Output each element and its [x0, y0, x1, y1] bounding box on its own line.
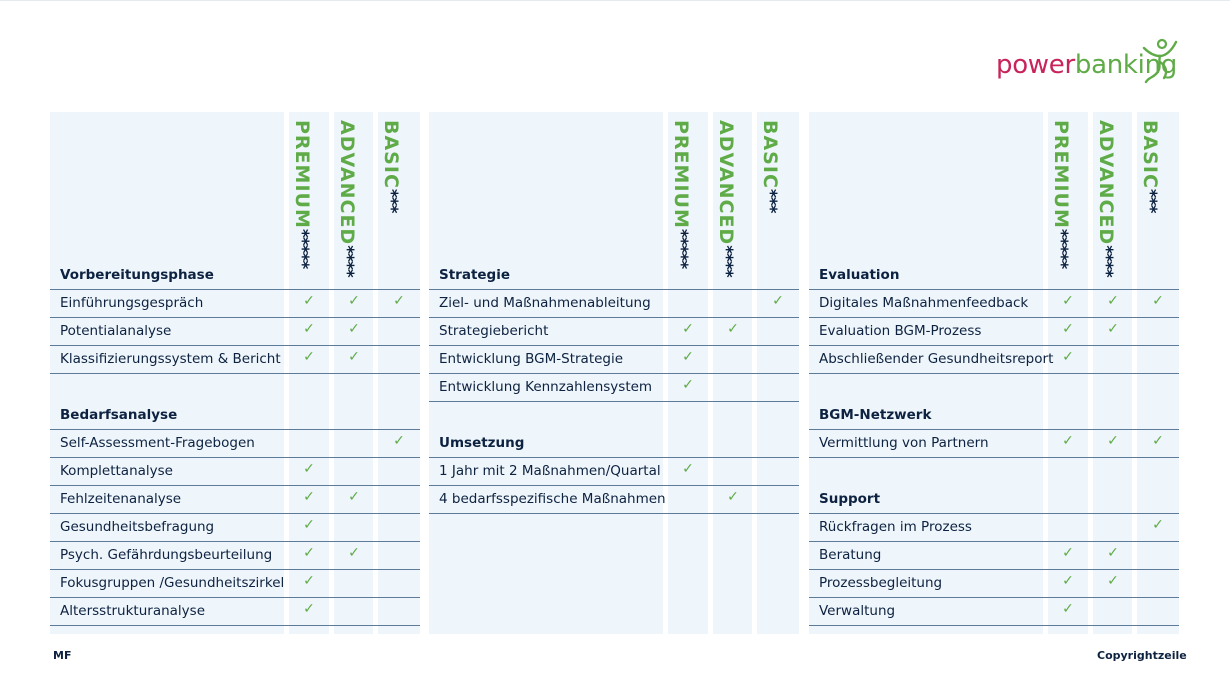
section-heading-label: Bedarfsanalyse: [60, 407, 178, 423]
check-icon: ✓: [348, 321, 360, 337]
tier-header-advanced: [1095, 120, 1137, 277]
row-label: Evaluation BGM-Prozess: [819, 323, 982, 339]
table-row: [50, 569, 420, 598]
tier-header-text: [382, 120, 400, 213]
tier-header-text: [1097, 120, 1115, 277]
section-heading-label: Vorbereitungsphase: [60, 267, 214, 283]
check-icon: ✓: [303, 573, 315, 589]
table-row: [809, 541, 1179, 570]
tier-stars: ***: [381, 188, 401, 213]
table-row: [809, 289, 1179, 318]
section-heading-label: Strategie: [439, 267, 511, 283]
row-label: Entwicklung BGM-Strategie: [439, 351, 624, 367]
check-icon: ✓: [393, 433, 405, 449]
check-icon: ✓: [348, 293, 360, 309]
section-heading: [809, 401, 1179, 430]
table-row: [809, 345, 1179, 374]
services-table-column-1: [50, 112, 420, 634]
row-label: Potentialanalyse: [60, 323, 172, 339]
check-icon: ✓: [1062, 545, 1074, 561]
check-icon: ✓: [1152, 433, 1164, 449]
table-row: [50, 485, 420, 514]
tier-name: BASIC: [759, 120, 781, 189]
row-label: Beratung: [819, 547, 882, 563]
check-icon: ✓: [303, 293, 315, 309]
row-label: Verwaltung: [819, 603, 896, 619]
row-label: Ziel- und Maßnahmenableitung: [439, 295, 651, 311]
table-row: [429, 373, 799, 402]
tier-header-text: [717, 120, 735, 277]
check-icon: ✓: [682, 349, 694, 365]
check-icon: ✓: [1062, 321, 1074, 337]
tier-name: PREMIUM: [670, 120, 692, 229]
tier-name: ADVANCED: [715, 120, 737, 246]
check-icon: ✓: [1107, 573, 1119, 589]
check-icon: ✓: [1062, 349, 1074, 365]
check-icon: ✓: [682, 321, 694, 337]
table-row: [429, 345, 799, 374]
tier-stars: ***: [760, 188, 780, 213]
row-label: Digitales Maßnahmenfeedback: [819, 295, 1029, 311]
tier-header-text: [293, 120, 311, 268]
tier-name: BASIC: [1139, 120, 1161, 189]
jumping-figure-icon: [1140, 38, 1180, 86]
tier-stars: ****: [716, 245, 736, 277]
powerbanking-logo: [996, 38, 1186, 90]
check-icon: ✓: [1152, 293, 1164, 309]
check-icon: ✓: [348, 545, 360, 561]
table-row: [50, 345, 420, 374]
check-icon: ✓: [1107, 293, 1119, 309]
row-label: Fokusgruppen /Gesundheitszirkel: [60, 575, 285, 591]
tier-stars: *****: [671, 228, 691, 269]
row-label: 4 bedarfsspezifische Maßnahmen: [439, 491, 666, 507]
check-icon: ✓: [348, 349, 360, 365]
tier-name: PREMIUM: [291, 120, 313, 229]
section-heading: [809, 485, 1179, 514]
section-heading: [50, 261, 420, 290]
section-heading: [809, 261, 1179, 290]
section-heading-label: Umsetzung: [439, 435, 525, 451]
section-heading-label: Support: [819, 491, 881, 507]
tier-header-text: [672, 120, 690, 268]
tier-name: BASIC: [380, 120, 402, 189]
check-icon: ✓: [1062, 573, 1074, 589]
logo-wordmark-part2: banking: [1074, 50, 1177, 80]
table-row: [809, 597, 1179, 626]
check-icon: ✓: [682, 461, 694, 477]
tier-stars: *****: [292, 228, 312, 269]
tier-stars: ****: [1096, 245, 1116, 277]
check-icon: ✓: [303, 349, 315, 365]
services-table-column-2: [429, 112, 799, 634]
tier-header-premium: [293, 120, 333, 270]
section-heading-label: Evaluation: [819, 267, 900, 283]
check-icon: ✓: [303, 517, 315, 533]
row-label: Altersstrukturanalyse: [60, 603, 205, 619]
row-label: Prozessbegleitung: [819, 575, 943, 591]
row-label: Gesundheitsbefragung: [60, 519, 215, 535]
logo-wordmark-part1: power: [996, 50, 1075, 80]
section-heading-label: BGM-Netzwerk: [819, 407, 932, 423]
row-label: Strategiebericht: [439, 323, 549, 339]
check-icon: ✓: [303, 489, 315, 505]
table-row: [50, 289, 420, 318]
check-icon: ✓: [303, 601, 315, 617]
table-row: [429, 317, 799, 346]
tier-header-basic: [761, 120, 801, 270]
footer-left-text: MF: [53, 649, 72, 662]
check-icon: ✓: [1062, 293, 1074, 309]
section-heading: [429, 429, 799, 458]
tier-header-advanced: [715, 120, 757, 277]
check-icon: ✓: [1107, 545, 1119, 561]
tier-stars: *****: [1051, 228, 1071, 269]
table-row: [809, 513, 1179, 542]
tier-header-premium: [672, 120, 712, 270]
table-row: [809, 429, 1179, 458]
table-row: [429, 289, 799, 318]
tier-header-advanced: [336, 120, 378, 277]
row-label: Vermittlung von Partnern: [819, 435, 989, 451]
tier-name: PREMIUM: [1050, 120, 1072, 229]
tier-header-text: [338, 120, 356, 277]
table-row: [50, 317, 420, 346]
footer-copyright-text: Copyrightzeile: [1097, 649, 1187, 662]
row-label: Entwicklung Kennzahlensystem: [439, 379, 653, 395]
table-row: [50, 513, 420, 542]
check-icon: ✓: [682, 377, 694, 393]
check-icon: ✓: [348, 489, 360, 505]
row-label: Psych. Gefährdungsbeurteilung: [60, 547, 273, 563]
check-icon: ✓: [727, 489, 739, 505]
tier-header-basic: [1141, 120, 1181, 270]
top-divider: [0, 0, 1230, 1]
row-label: Fehlzeitenanalyse: [60, 491, 182, 507]
tier-header-text: [761, 120, 779, 213]
section-heading: [429, 261, 799, 290]
table-row: [809, 317, 1179, 346]
check-icon: ✓: [303, 321, 315, 337]
check-icon: ✓: [303, 545, 315, 561]
check-icon: ✓: [1062, 601, 1074, 617]
tier-header-premium: [1052, 120, 1092, 270]
table-row: [50, 457, 420, 486]
row-label: Komplettanalyse: [60, 463, 173, 479]
table-row: [809, 569, 1179, 598]
check-icon: ✓: [727, 321, 739, 337]
row-label: Self-Assessment-Fragebogen: [60, 435, 255, 451]
check-icon: ✓: [303, 461, 315, 477]
check-icon: ✓: [772, 293, 784, 309]
check-icon: ✓: [1107, 433, 1119, 449]
check-icon: ✓: [1062, 433, 1074, 449]
tier-name: ADVANCED: [1095, 120, 1117, 246]
tier-header-basic: [382, 120, 422, 270]
table-row: [429, 457, 799, 486]
tier-stars: ****: [337, 245, 357, 277]
services-table-column-3: [809, 112, 1179, 634]
row-label: Klassifizierungssystem & Bericht: [60, 351, 281, 367]
tier-name: ADVANCED: [336, 120, 358, 246]
table-row: [429, 485, 799, 514]
check-icon: ✓: [1152, 517, 1164, 533]
row-label: Abschließender Gesundheitsreport: [819, 351, 1054, 367]
table-row: [50, 429, 420, 458]
section-heading: [50, 401, 420, 430]
check-icon: ✓: [393, 293, 405, 309]
tier-stars: ***: [1140, 188, 1160, 213]
check-icon: ✓: [1107, 321, 1119, 337]
row-label: Rückfragen im Prozess: [819, 519, 972, 535]
table-row: [50, 541, 420, 570]
tier-header-text: [1052, 120, 1070, 268]
row-label: 1 Jahr mit 2 Maßnahmen/Quartal: [439, 463, 661, 479]
row-label: Einführungsgespräch: [60, 295, 204, 311]
table-row: [50, 597, 420, 626]
tier-header-text: [1141, 120, 1159, 213]
